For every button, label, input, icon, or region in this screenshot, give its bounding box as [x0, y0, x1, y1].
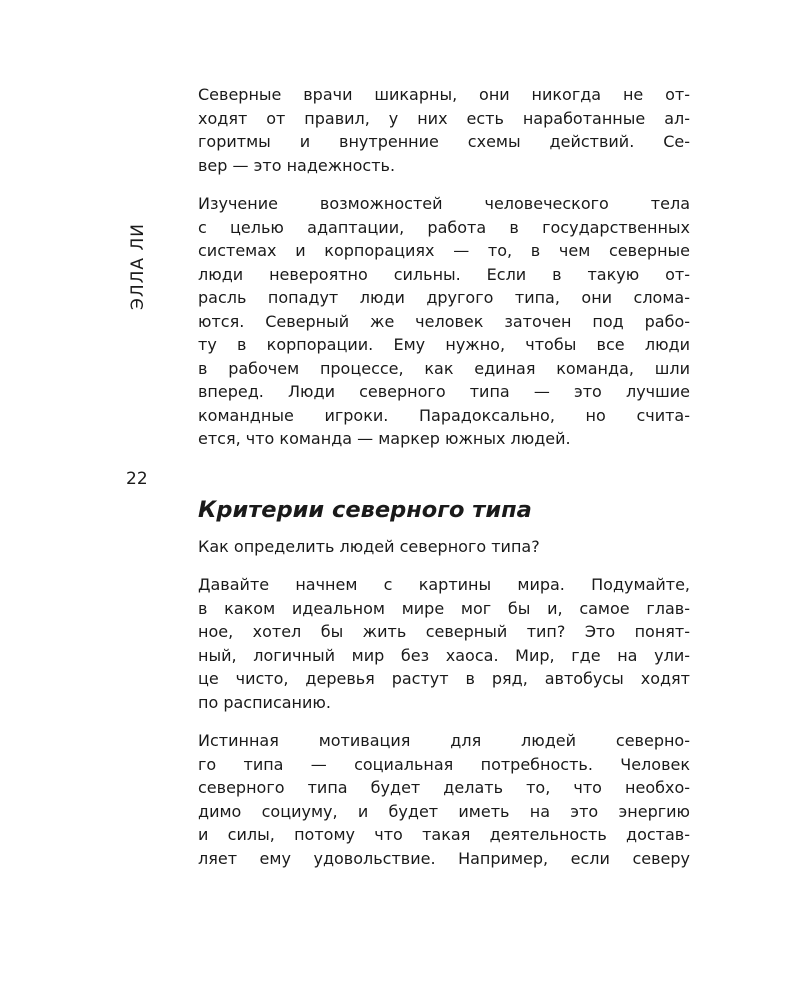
paragraph-line: по расписанию. [198, 692, 331, 712]
paragraph-line: с целью адаптации, работа в государственных [198, 217, 690, 237]
paragraph-line: в каком идеальном мире мог бы и, самое глав- [198, 598, 690, 618]
paragraph-line: ный, логичный мир без хаоса. Мир, где на ули- [198, 645, 690, 665]
section-heading: Критерии северного типа [198, 497, 532, 523]
paragraph-2 [198, 194, 690, 453]
paragraph-line: це чисто, деревья растут в ряд, автобусы ходят [198, 669, 690, 688]
paragraph-line: люди невероятно сильны. Если в такую от- [198, 264, 690, 284]
paragraph-line: вер — это надежность. [198, 155, 396, 175]
paragraph-5 [198, 731, 690, 872]
paragraph-line: димо социуму, и будет иметь на это энергию [198, 801, 690, 821]
paragraph-3 [198, 537, 690, 561]
paragraph-1 [198, 85, 690, 179]
paragraph-line: ту в корпорации. Ему нужно, чтобы все люди [198, 335, 690, 354]
paragraph-line: вперед. Люди северного типа — это лучшие [198, 382, 690, 401]
paragraph-line: и силы, потому что такая деятельность достав- [198, 825, 690, 844]
paragraph-line: Истинная мотивация для людей северно- [198, 731, 690, 750]
paragraph-line: ное, хотел бы жить северный тип? Это понят- [198, 622, 690, 641]
paragraph-line: Северные врачи шикарны, они никогда не от- [198, 85, 690, 104]
page-number: 22 [126, 469, 148, 489]
paragraph-line: Давайте начнем с картины мира. Подумайте, [198, 575, 690, 594]
paragraph-line: в рабочем процессе, как единая команда, шли [198, 358, 690, 378]
paragraph-line: северного типа будет делать то, что необхо- [198, 778, 690, 797]
paragraph-line: ется, что команда — маркер южных людей. [198, 429, 571, 448]
paragraph-line: го типа — социальная потребность. Человек [198, 754, 690, 774]
paragraph-line: ходят от правил, у них есть наработанные ал- [198, 108, 690, 128]
paragraph-line: ляет ему удовольствие. Например, если северу [198, 848, 690, 868]
paragraph-line: Как определить людей северного типа? [198, 537, 540, 556]
running-head-author: ЭЛЛА ЛИ [128, 223, 148, 310]
paragraph-line: командные игроки. Парадоксально, но счита- [198, 405, 690, 425]
paragraph-line: Изучение возможностей человеческого тела [198, 194, 690, 213]
paragraph-line: ются. Северный же человек заточен под рабо- [198, 311, 690, 331]
paragraph-4 [198, 575, 690, 716]
paragraph-line: расль попадут люди другого типа, они слома- [198, 288, 690, 307]
paragraph-line: горитмы и внутренние схемы действий. Се- [198, 132, 690, 151]
paragraph-line: системах и корпорациях — то, в чем северные [198, 241, 690, 260]
